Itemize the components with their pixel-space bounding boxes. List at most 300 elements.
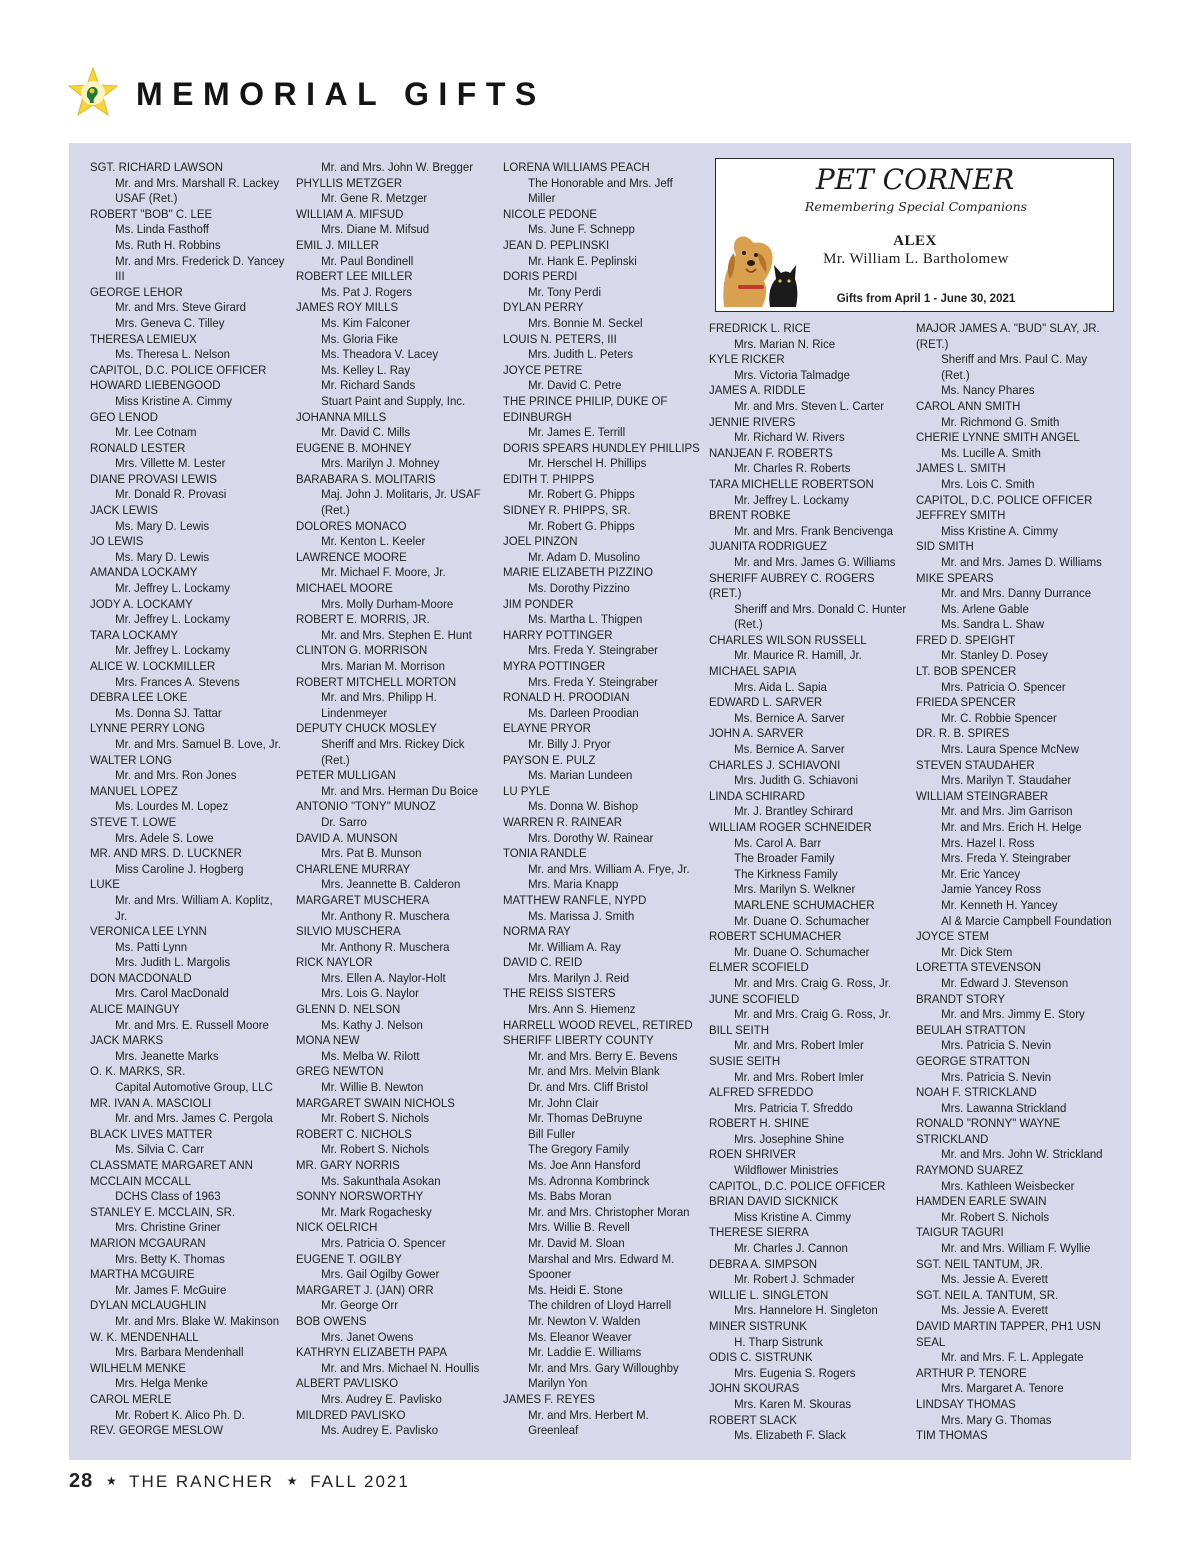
donor-name: Dr. and Mrs. Cliff Bristol <box>528 1080 649 1095</box>
donor-name: Ms. Bernice A. Sarver <box>734 742 845 757</box>
donor-name: Mr. Duane O. Schumacher <box>734 913 870 928</box>
honoree-name: ROBERT E. MORRIS, JR. <box>296 612 430 627</box>
donor-name: Mrs. Pat B. Munson <box>321 846 422 861</box>
honoree-name: SHERIFF LIBERTY COUNTY <box>503 1033 654 1048</box>
honoree-name: DEPUTY CHUCK MOSLEY <box>296 721 437 736</box>
honoree-name: ROEN SHRIVER <box>709 1147 797 1162</box>
honoree-name: GREG NEWTON <box>296 1064 384 1079</box>
honoree-name: LU PYLE <box>503 783 551 798</box>
donor-name: Dr. Sarro <box>321 814 367 829</box>
page-number: 28 <box>69 1470 94 1492</box>
donor-name: Ms. Darleen Proodian <box>528 705 639 720</box>
donor-name: Mr. Thomas DeBruyne <box>528 1111 643 1126</box>
donor-name: Mrs. Judith L. Margolis <box>115 955 231 970</box>
honoree-name: VERONICA LEE LYNN <box>90 924 207 939</box>
donor-name: Mrs. Gail Ogilby Gower <box>321 1267 440 1282</box>
honoree-name: PETER MULLIGAN <box>296 768 396 783</box>
donor-name: Mrs. Villette M. Lester <box>115 456 226 471</box>
donor-name: Mrs. Freda Y. Steingraber <box>528 643 659 658</box>
donor-name: Ms. Linda Fasthoff <box>115 222 209 237</box>
sheriff-star-logo-icon <box>66 66 120 120</box>
donor-name: Mrs. Aida L. Sapia <box>734 679 827 694</box>
honoree-name: SONNY NORSWORTHY <box>296 1189 424 1204</box>
donor-name: Mrs. Christine Griner <box>115 1220 221 1235</box>
honoree-name: ALICE MAINGUY <box>90 1002 180 1017</box>
donor-name: Mrs. Ann S. Hiemenz <box>528 1002 636 1017</box>
honoree-name: ALBERT PAVLISKO <box>296 1376 399 1391</box>
honoree-name: ROBERT MITCHELL MORTON <box>296 674 457 689</box>
donor-name: Mrs. Hazel I. Ross <box>941 835 1035 850</box>
memorial-column-5 <box>916 321 1116 1444</box>
honoree-name: MANUEL LOPEZ <box>90 783 178 798</box>
honoree-name: W. K. MENDENHALL <box>90 1329 199 1344</box>
honoree-name: STEVEN STAUDAHER <box>916 757 1035 772</box>
honoree-name: TAIGUR TAGURI <box>916 1225 1004 1240</box>
honoree-name: RAYMOND SUAREZ <box>916 1163 1024 1178</box>
donor-name: Mrs. Laura Spence McNew <box>941 742 1080 757</box>
issue-label: FALL 2021 <box>310 1472 410 1491</box>
honoree-name: JOEL PINZON <box>503 534 578 549</box>
donor-name: Mr. Hank E. Peplinski <box>528 253 637 268</box>
donor-name: Ms. Mary D. Lewis <box>115 518 210 533</box>
donor-name: Mr. and Mrs. Erich H. Helge <box>941 820 1082 834</box>
memorial-column-1 <box>90 160 290 1439</box>
honoree-name: CAPITOL, D.C. POLICE OFFICER <box>709 1178 886 1193</box>
honoree-name: ANTONIO "TONY" MUNOZ <box>296 799 436 814</box>
donor-name: Mrs. Frances A. Stevens <box>115 674 240 689</box>
honoree-name: DEBRA A. SIMPSON <box>709 1256 818 1271</box>
honoree-name: JAMES L. SMITH <box>916 461 1006 476</box>
publication-name: THE RANCHER <box>129 1472 274 1491</box>
donor-name: Mr. and Mrs. Michael N. Houllis <box>321 1360 480 1375</box>
donor-name: Ms. Melba W. Rilott <box>321 1048 420 1063</box>
donor-name: Mr. C. Robbie Spencer <box>941 710 1057 725</box>
donor-name: Mr. Paul Bondinell <box>321 253 414 268</box>
donor-name: Mrs. Josephine Shine <box>734 1131 845 1146</box>
star-icon: ★ <box>105 1474 117 1488</box>
honoree-name: JENNIE RIVERS <box>709 414 796 429</box>
honoree-name: JOYCE STEM <box>916 929 990 944</box>
donor-name: Ms. Marian Lundeen <box>528 768 633 783</box>
honoree-name: JOHN A. SARVER <box>709 726 804 741</box>
honoree-name: WILLIAM STEINGRABER <box>916 788 1049 803</box>
honoree-name: (RET.) <box>709 586 742 601</box>
honoree-name: CHARLENE MURRAY <box>296 861 411 876</box>
honoree-name: JAMES F. REYES <box>503 1391 596 1406</box>
honoree-name: MYRA POTTINGER <box>503 659 606 673</box>
honoree-name: RICK NAYLOR <box>296 955 373 970</box>
honoree-name: MCCLAIN MCCALL <box>90 1173 192 1188</box>
donor-name: Mrs. Lois C. Smith <box>941 476 1035 491</box>
honoree-name: CAPITOL, D.C. POLICE OFFICER <box>916 492 1093 507</box>
honoree-name: EDWARD L. SARVER <box>709 695 823 710</box>
honoree-name: CLINTON G. MORRISON <box>296 643 428 658</box>
honoree-name: ROBERT SLACK <box>709 1412 797 1427</box>
honoree-name: JEFFREY SMITH <box>916 508 1006 523</box>
donor-name: Mrs. Patricia S. Nevin <box>941 1038 1052 1053</box>
honoree-name: DR. R. B. SPIRES <box>916 726 1010 741</box>
honoree-name: PAYSON E. PULZ <box>503 752 596 767</box>
honoree-name: DAVID MARTIN TAPPER, PH1 USN <box>916 1319 1101 1333</box>
gift-date-range: Gifts from April 1 - June 30, 2021 <box>836 293 1016 305</box>
honoree-name: ODIS C. SISTRUNK <box>709 1350 813 1365</box>
donor-name: Mrs. Jeanette Marks <box>115 1048 219 1063</box>
donor-name: Mr. J. Brantley Schirard <box>734 804 853 819</box>
honoree-name: SILVIO MUSCHERA <box>296 924 401 939</box>
donor-name: Ms. Donna W. Bishop <box>528 799 639 814</box>
honoree-name: STRICKLAND <box>916 1131 989 1146</box>
honoree-name: ROBERT "BOB" C. LEE <box>90 206 213 221</box>
honoree-name: MATTHEW RANFLE, NYPD <box>503 892 647 907</box>
donor-name: Capital Automotive Group, LLC <box>115 1080 273 1095</box>
donor-name: Mr. Jeffrey L. Lockamy <box>734 492 849 507</box>
donor-name: Sheriff and Mrs. Paul C. May <box>941 352 1088 367</box>
honoree-name: NORMA RAY <box>503 924 571 939</box>
memorial-column-4 <box>709 321 909 1444</box>
honoree-name: MAJOR JAMES A. "BUD" SLAY, JR. <box>916 321 1100 335</box>
honoree-name: MARIE ELIZABETH PIZZINO <box>503 565 653 580</box>
donor-name: Mr. and Mrs. Robert Imler <box>734 1038 864 1053</box>
donor-name: Ms. Theresa L. Nelson <box>115 347 230 362</box>
honoree-name: BRIAN DAVID SICKNICK <box>709 1194 839 1209</box>
honoree-name: BLACK LIVES MATTER <box>90 1126 213 1141</box>
honoree-name: JIM PONDER <box>503 596 574 611</box>
donor-name: Mrs. Bonnie M. Seckel <box>528 315 643 330</box>
honoree-name: GEORGE LEHOR <box>90 284 183 299</box>
honoree-name: JACK LEWIS <box>90 503 159 518</box>
donor-name: H. Tharp Sistrunk <box>734 1334 823 1349</box>
donor-name: Mr. and Mrs. Melvin Blank <box>528 1064 660 1079</box>
honoree-name: MICHAEL MOORE <box>296 581 393 596</box>
donor-name: Mr. and Mrs. John W. Bregger <box>321 160 474 174</box>
donor-name: Mrs. Molly Durham-Moore <box>321 596 454 611</box>
honoree-name: LORETTA STEVENSON <box>916 960 1041 975</box>
donor-name: Mr. Adam D. Musolino <box>528 549 640 564</box>
honoree-name: DOLORES MONACO <box>296 518 407 533</box>
donor-name: Ms. Ruth H. Robbins <box>115 237 221 252</box>
honoree-name: JODY A. LOCKAMY <box>90 596 193 611</box>
donor-name: Mr. David C. Mills <box>321 425 411 440</box>
donor-name: DCHS Class of 1963 <box>115 1189 221 1204</box>
donor-name: Mrs. Marian M. Morrison <box>321 659 446 673</box>
donor-name: Ms. Jessie A. Everett <box>941 1303 1048 1318</box>
donor-name: Mr. and Mrs. E. Russell Moore <box>115 1017 269 1032</box>
honoree-name: TONIA RANDLE <box>503 846 587 861</box>
honoree-name: FRED D. SPEIGHT <box>916 632 1016 647</box>
honoree-name: SIDNEY R. PHIPPS, SR. <box>503 503 631 518</box>
donor-name: Mr. David M. Sloan <box>528 1235 625 1250</box>
honoree-name: EMIL J. MILLER <box>296 237 379 252</box>
donor-name: Mr. and Mrs. James G. Williams <box>734 554 896 569</box>
donor-name: Mrs. Marilyn J. Reid <box>528 970 630 985</box>
donor-name: (Ret.) <box>941 367 970 382</box>
honoree-name: SGT. RICHARD LAWSON <box>90 160 224 174</box>
memorial-column-2 <box>296 160 496 1439</box>
honoree-name: BEULAH STRATTON <box>916 1022 1026 1037</box>
honoree-name: BILL SEITH <box>709 1022 769 1037</box>
honoree-name: LYNNE PERRY LONG <box>90 721 206 736</box>
donor-name: (Ret.) <box>734 617 763 632</box>
honoree-name: KYLE RICKER <box>709 352 785 367</box>
honoree-name: CLASSMATE MARGARET ANN <box>90 1158 253 1172</box>
honoree-name: PHYLLIS METZGER <box>296 175 403 190</box>
honoree-name: DIANE PROVASI LEWIS <box>90 471 217 486</box>
honoree-name: MR. GARY NORRIS <box>296 1158 400 1172</box>
honoree-name: TARA LOCKAMY <box>90 627 179 642</box>
honoree-name: MARION MCGAURAN <box>90 1235 206 1250</box>
donor-name: Mr. James F. McGuire <box>115 1282 227 1297</box>
honoree-name: LINDA SCHIRARD <box>709 788 805 803</box>
donor-name: Mrs. Marian N. Rice <box>734 336 836 351</box>
honoree-name: THE REISS SISTERS <box>503 986 616 1001</box>
honoree-name: GEORGE STRATTON <box>916 1053 1030 1068</box>
donor-name: Ms. Elizabeth F. Slack <box>734 1428 846 1443</box>
donor-name: Mr. and Mrs. Herbert M. <box>528 1407 649 1422</box>
honoree-name: SID SMITH <box>916 539 974 554</box>
honoree-name: CAROL ANN SMITH <box>916 398 1021 413</box>
honoree-name: JUANITA RODRIGUEZ <box>709 539 827 554</box>
donor-name: Mr. and Mrs. Marshall R. Lackey <box>115 175 280 190</box>
donor-name: Mr. and Mrs. Stephen E. Hunt <box>321 627 472 642</box>
donor-name: (Ret.) <box>321 503 350 518</box>
donor-name: Mrs. Marilyn J. Mohney <box>321 456 440 471</box>
honoree-name: TARA MICHELLE ROBERTSON <box>709 476 874 491</box>
honoree-name: MARGARET MUSCHERA <box>296 892 430 907</box>
donor-name: Mr. Richmond G. Smith <box>941 414 1060 429</box>
honoree-name: MILDRED PAVLISKO <box>296 1407 406 1422</box>
honoree-name: ELAYNE PRYOR <box>503 721 591 736</box>
donor-name: Mr. Willie B. Newton <box>321 1080 424 1095</box>
honoree-name: THE PRINCE PHILIP, DUKE OF <box>503 393 668 408</box>
donor-name: Mr. and Mrs. Blake W. Makinson <box>115 1313 280 1328</box>
donor-name: Mr. Gene R. Metzger <box>321 191 428 206</box>
honoree-name: NICOLE PEDONE <box>503 206 598 221</box>
honoree-name: SUSIE SEITH <box>709 1053 781 1068</box>
honoree-name: WILLIE L. SINGLETON <box>709 1287 829 1302</box>
donor-name: Miss Kristine A. Cimmy <box>115 393 233 408</box>
donor-name: Ms. Joe Ann Hansford <box>528 1158 641 1172</box>
honoree-name: HAMDEN EARLE SWAIN <box>916 1194 1047 1209</box>
honoree-name: BRENT ROBKE <box>709 508 791 523</box>
honoree-name: (RET.) <box>916 336 949 351</box>
donor-name: Mr. Mark Rogachesky <box>321 1204 432 1219</box>
donor-name: Ms. Adronna Kombrinck <box>528 1173 650 1188</box>
honoree-name: KATHRYN ELIZABETH PAPA <box>296 1345 448 1360</box>
donor-name: Mrs. Mary G. Thomas <box>941 1412 1052 1427</box>
donor-name: Ms. Arlene Gable <box>941 601 1029 616</box>
donor-name: III <box>115 269 125 284</box>
donor-name: Ms. Carol A. Barr <box>734 835 822 850</box>
donor-name: Mr. and Mrs. Craig G. Ross, Jr. <box>734 1007 892 1022</box>
honoree-name: GEO LENOD <box>90 409 159 424</box>
honoree-name: JEAN D. PEPLINSKI <box>503 237 610 252</box>
honoree-name: FRIEDA SPENCER <box>916 695 1016 710</box>
donor-name: The Gregory Family <box>528 1142 630 1157</box>
dog-and-cat-icon <box>718 229 798 309</box>
donor-name: Mr. Maurice R. Hamill, Jr. <box>734 648 862 663</box>
donor-name: Ms. Kelley L. Ray <box>321 362 411 377</box>
donor-name: Mr. Billy J. Pryor <box>528 736 611 751</box>
donor-name: Ms. Sakunthala Asokan <box>321 1173 441 1188</box>
honoree-name: FREDRICK L. RICE <box>709 321 811 335</box>
donor-name: Mr. Charles J. Cannon <box>734 1241 848 1256</box>
donor-name: Mr. Herschel H. Phillips <box>528 456 647 471</box>
donor-name: Ms. Nancy Phares <box>941 383 1035 398</box>
donor-name: Mrs. Freda Y. Steingraber <box>528 674 659 689</box>
donor-name: Mr. and Mrs. James D. Williams <box>941 554 1102 569</box>
donor-name: Mr. Tony Perdi <box>528 284 601 299</box>
donor-name: Mr. and Mrs. Danny Durrance <box>941 586 1092 601</box>
donor-name: Mr. Charles R. Roberts <box>734 461 851 476</box>
donor-name: Ms. Kim Falconer <box>321 315 411 330</box>
donor-name: Mr. William A. Ray <box>528 939 621 954</box>
donor-name: Mrs. Lawanna Strickland <box>941 1100 1067 1115</box>
honoree-name: MR. AND MRS. D. LUCKNER <box>90 846 242 861</box>
donor-name: Mr. and Mrs. Samuel B. Love, Jr. <box>115 736 281 751</box>
honoree-name: MIKE SPEARS <box>916 570 994 585</box>
honoree-name: LINDSAY THOMAS <box>916 1396 1016 1411</box>
donor-name: Ms. Theadora V. Lacey <box>321 347 439 362</box>
honoree-name: MR. IVAN A. MASCIOLI <box>90 1095 212 1110</box>
donor-name: Mr. and Mrs. Jim Garrison <box>941 804 1073 819</box>
donor-name: Mr. Kenton L. Keeler <box>321 534 426 549</box>
donor-name: Mr. Lee Cotnam <box>115 425 197 440</box>
honoree-name: ALICE W. LOCKMILLER <box>90 659 216 673</box>
memorial-column-3 <box>503 160 703 1439</box>
donor-name: Mrs. Judith L. Peters <box>528 347 633 362</box>
donor-name: Mrs. Patricia O. Spencer <box>321 1235 446 1250</box>
pet-corner-title: PET CORNER <box>815 163 1015 196</box>
donor-name: Ms. Eleanor Weaver <box>528 1329 632 1344</box>
honoree-name: EDINBURGH <box>503 409 572 424</box>
donor-name: Mr. and Mrs. Craig G. Ross, Jr. <box>734 975 892 990</box>
honoree-name: ROBERT LEE MILLER <box>296 269 413 284</box>
donor-name: Mr. and Mrs. William F. Wyllie <box>941 1241 1091 1256</box>
honoree-name: MINER SISTRUNK <box>709 1319 807 1333</box>
donor-name: Mrs. Karen M. Skouras <box>734 1396 852 1411</box>
donor-name: Mr. Edward J. Stevenson <box>941 975 1069 990</box>
donor-name: Mrs. Ellen A. Naylor-Holt <box>321 970 446 985</box>
donor-name: Mr. Eric Yancey <box>941 866 1021 881</box>
honoree-name: BOB OWENS <box>296 1313 367 1328</box>
donor-name: Ms. Jessie A. Everett <box>941 1272 1048 1287</box>
donor-name: Ms. Pat J. Rogers <box>321 284 413 299</box>
donor-name: Mrs. Victoria Talmadge <box>734 367 851 382</box>
honoree-name: HARRY POTTINGER <box>503 627 613 642</box>
page-title: MEMORIAL GIFTS <box>136 76 546 112</box>
donor-name: MARLENE SCHUMACHER <box>734 897 875 912</box>
donor-name: Ms. Martha L. Thigpen <box>528 612 643 627</box>
donor-name: Ms. Silvia C. Carr <box>115 1142 205 1157</box>
donor-name: Ms. Mary D. Lewis <box>115 549 210 564</box>
donor-name: Marilyn Yon <box>528 1376 588 1391</box>
donor-name: Mrs. Janet Owens <box>321 1329 414 1344</box>
donor-name: Ms. Donna SJ. Tattar <box>115 705 222 720</box>
honoree-name: WALTER LONG <box>90 752 172 767</box>
honoree-name: RONALD H. PROODIAN <box>503 690 630 705</box>
donor-name: Mrs. Jeannette B. Calderon <box>321 877 461 892</box>
donor-name: Mrs. Patricia O. Spencer <box>941 679 1066 694</box>
honoree-name: LT. BOB SPENCER <box>916 664 1017 679</box>
donor-name: Mrs. Kathleen Weisbecker <box>941 1178 1075 1193</box>
donor-name: Mrs. Patricia T. Sfreddo <box>734 1100 853 1115</box>
honoree-name: CHARLES WILSON RUSSELL <box>709 632 867 647</box>
honoree-name: LOUIS N. PETERS, III <box>503 331 617 346</box>
donor-name: Ms. Sandra L. Shaw <box>941 617 1045 632</box>
star-icon: ★ <box>286 1474 298 1488</box>
donor-name: Mr. David C. Petre <box>528 378 622 393</box>
donor-name: Miss Caroline J. Hogberg <box>115 861 244 876</box>
honoree-name: CAPITOL, D.C. POLICE OFFICER <box>90 362 267 377</box>
donor-name: Ms. Babs Moran <box>528 1189 612 1204</box>
donor-name: Wildflower Ministries <box>734 1163 839 1178</box>
donor-name: Mrs. Dorothy W. Rainear <box>528 830 654 845</box>
donor-name: Mrs. Carol MacDonald <box>115 986 229 1001</box>
honoree-name: LUKE <box>90 877 120 892</box>
donor-name: Al & Marcie Campbell Foundation <box>941 913 1112 928</box>
honoree-name: SGT. NEIL A. TANTUM, SR. <box>916 1287 1059 1302</box>
honoree-name: MONA NEW <box>296 1033 360 1048</box>
donor-name: Mr. Donald R. Provasi <box>115 487 227 502</box>
honoree-name: DAVID C. REID <box>503 955 583 970</box>
honoree-name: MICHAEL SAPIA <box>709 664 797 679</box>
donor-name: Mrs. Barbara Mendenhall <box>115 1345 244 1360</box>
donor-name: Mr. Kenneth H. Yancey <box>941 897 1058 912</box>
honoree-name: DEBRA LEE LOKE <box>90 690 188 705</box>
donor-name: Mrs. Freda Y. Steingraber <box>941 851 1072 866</box>
donor-name: Mrs. Lois G. Naylor <box>321 986 419 1001</box>
honoree-name: JACK MARKS <box>90 1033 164 1048</box>
honoree-name: JAMES A. RIDDLE <box>709 383 806 398</box>
donor-name: Mr. and Mrs. Gary Willoughby <box>528 1360 679 1375</box>
honoree-name: JOYCE PETRE <box>503 362 583 377</box>
honoree-name: MARTHA MCGUIRE <box>90 1267 195 1282</box>
donor-name: Mr. Robert K. Alico Ph. D. <box>115 1407 245 1422</box>
donor-name: Lindenmeyer <box>321 705 388 720</box>
donor-name: Ms. Marissa J. Smith <box>528 908 635 923</box>
donor-name: Ms. Heidi E. Stone <box>528 1282 623 1297</box>
donor-name: Mr. Jeffrey L. Lockamy <box>115 581 230 596</box>
donor-name: Ms. Dorothy Pizzino <box>528 581 630 596</box>
donor-name: Mr. and Mrs. Jimmy E. Story <box>941 1007 1085 1022</box>
donor-name: (Ret.) <box>321 752 350 767</box>
honoree-name: EDITH T. PHIPPS <box>503 471 595 486</box>
donor-name: Spooner <box>528 1267 572 1282</box>
honoree-name: O. K. MARKS, SR. <box>90 1064 186 1079</box>
honoree-name: AMANDA LOCKAMY <box>90 565 198 580</box>
honoree-name: ALFRED SFREDDO <box>709 1085 814 1100</box>
donor-name: Mr. Dick Stem <box>941 944 1013 959</box>
honoree-name: JO LEWIS <box>90 534 144 549</box>
honoree-name: BARABARA S. MOLITARIS <box>296 471 436 486</box>
donor-name: Mr. Robert J. Schmader <box>734 1272 855 1287</box>
donor-name: Mr. and Mrs. F. L. Applegate <box>941 1350 1084 1365</box>
honoree-name: HARRELL WOOD REVEL, RETIRED <box>503 1017 693 1032</box>
honoree-name: SEAL <box>916 1334 946 1349</box>
donor-name: Mr. Stanley D. Posey <box>941 648 1048 663</box>
donor-name: The Kirkness Family <box>734 866 838 881</box>
honoree-name: EUGENE B. MOHNEY <box>296 440 412 455</box>
honoree-name: CHERIE LYNNE SMITH ANGEL <box>916 430 1080 445</box>
donor-name: Sheriff and Mrs. Rickey Dick <box>321 736 465 751</box>
donor-name: Mr. Robert S. Nichols <box>321 1142 430 1157</box>
donor-name: The children of Lloyd Harrell <box>528 1298 672 1313</box>
donor-name: Mr. James E. Terrill <box>528 425 626 440</box>
donor-name: Ms. Audrey E. Pavlisko <box>321 1423 439 1438</box>
donor-name: Stuart Paint and Supply, Inc. <box>321 393 466 408</box>
donor-name: Mr. and Mrs. William A. Koplitz, <box>115 892 273 907</box>
honoree-name: RONALD "RONNY" WAYNE <box>916 1116 1061 1131</box>
